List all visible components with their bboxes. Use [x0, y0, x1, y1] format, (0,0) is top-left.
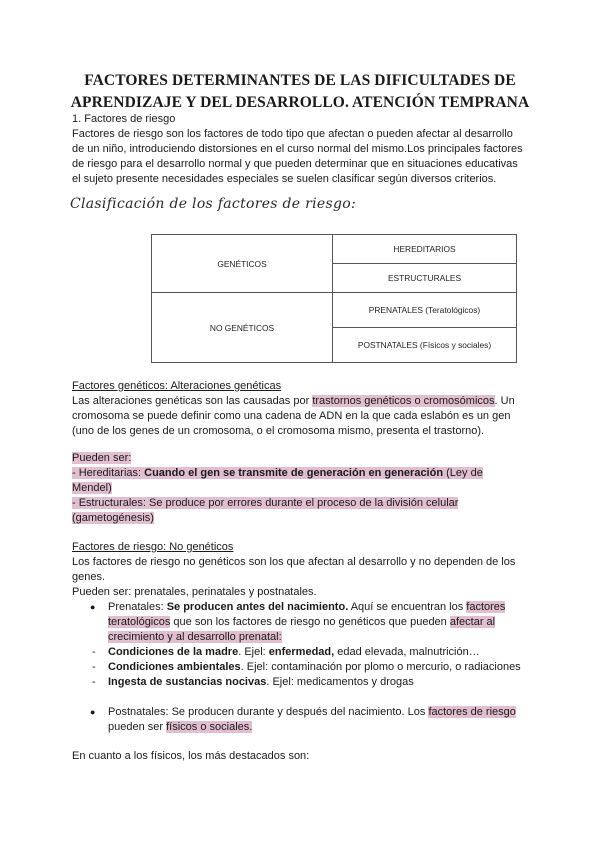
paragraph-line: Los factores de riesgo no genéticos son los que afectan al desarrollo y no dependen de los — [72, 556, 516, 568]
handwritten-classification-title: Clasificación de los factores de riesgo: — [70, 196, 356, 212]
hereditarias-item-cont: Mendel) — [72, 482, 112, 494]
closing-line: En cuanto a los físicos, los más destacados son: — [72, 750, 310, 762]
section-heading-no-geneticos: Factores de riesgo: No genéticos — [72, 541, 234, 553]
document-title — [60, 70, 540, 114]
highlight: trastornos genéticos o cromosómicos — [312, 395, 495, 407]
hereditarias-item: - Hereditarias: Cuando el gen se transmite de generación en generación (Ley de — [72, 467, 483, 479]
cell-hereditarios: HEREDITARIOS — [333, 235, 517, 264]
ingesta-sustancias-item: Ingesta de sustancias nocivas. Ejel: medicamentos y drogas — [108, 676, 414, 688]
risk-factor-classification-table — [151, 234, 517, 363]
cell-postnatales: POSTNATALES (Físicos y sociales) — [333, 328, 517, 363]
dash-icon: - — [92, 676, 96, 688]
cell-geneticos: GENÉTICOS — [152, 235, 333, 293]
dash-icon: - — [92, 661, 96, 673]
prenatales-item: Prenatales: Se producen antes del nacimiento. Aquí se encuentran los factores — [108, 601, 506, 613]
title-line-2: APRENDIZAJE Y DEL DESARROLLO. ATENCIÓN TEMPRANA — [70, 94, 530, 111]
paragraph-line: genes. — [72, 571, 106, 583]
condiciones-madre-item: Condiciones de la madre. Ejel: enfermedad, edad elevada, malnutrición… — [108, 646, 480, 658]
pueden-ser-label: Pueden ser: — [72, 452, 132, 464]
dash-icon: - — [92, 646, 96, 658]
estructurales-item: - Estructurales: Se produce por errores durante el proceso de la división celular — [72, 497, 459, 509]
cell-prenatales: PRENATALES (Teratológicos) — [333, 293, 517, 328]
bullet-icon: ● — [90, 707, 96, 717]
cell-no-geneticos: NO GENÉTICOS — [152, 293, 333, 363]
cell-estructurales: ESTRUCTURALES — [333, 264, 517, 293]
intro-line: de un niño, introduciendo distorsiones en el curso normal del mismo.Los principales factores — [72, 143, 523, 155]
section-heading-geneticos: Factores genéticos: Alteraciones genéticas — [72, 380, 282, 392]
estructurales-item-cont: (gametogénesis) — [72, 512, 154, 524]
intro-line: de riesgo para el desarrollo normal y que pueden determinar que en situaciones educativas — [72, 158, 518, 170]
prenatales-item-cont: crecimiento y al desarrollo prenatal: — [108, 631, 282, 643]
condiciones-ambientales-item: Condiciones ambientales. Ejel: contaminación por plomo o mercurio, o radiaciones — [108, 661, 521, 673]
paragraph-line: Pueden ser: prenatales, perinatales y postnatales. — [72, 586, 317, 598]
prenatales-item-cont: teratológicos que son los factores de riesgo no genéticos que pueden afectar al — [108, 616, 496, 628]
postnatales-item: Postnatales: Se producen durante y después del nacimiento. Los factores de riesgo — [108, 706, 516, 718]
paragraph-line: (uno de los genes de un cromosoma, o el cromosoma mismo, presenta el trastorno). — [72, 425, 485, 437]
bullet-icon: ● — [90, 602, 96, 612]
intro-line: Factores de riesgo son los factores de todo tipo que afectan o pueden afectar al desarrollo — [72, 128, 513, 140]
intro-line: el sujeto presente necesidades especiales se suelen clasificar según diversos criterios. — [72, 173, 497, 185]
postnatales-item-cont: pueden ser físicos o sociales. — [108, 721, 253, 733]
title-line-1: FACTORES DETERMINANTES DE LAS DIFICULTADES DE — [84, 72, 516, 89]
paragraph-line: Las alteraciones genéticas son las causadas por trastornos genéticos o cromosómicos. Un — [72, 395, 515, 407]
paragraph-line: cromosoma se puede definir como una cadena de ADN en la que cada eslabón es un gen — [72, 410, 511, 422]
section-heading-factores-riesgo: 1. Factores de riesgo — [72, 113, 176, 125]
